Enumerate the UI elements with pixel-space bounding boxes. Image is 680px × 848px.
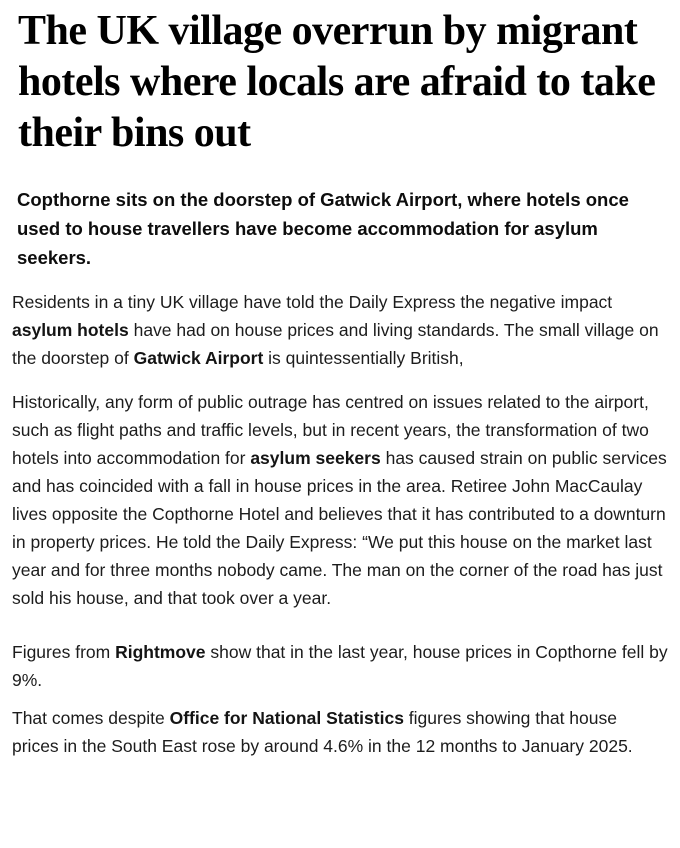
inline-link[interactable]: asylum seekers (250, 448, 381, 468)
text-run: Figures from (12, 642, 116, 662)
article-paragraph-3 (12, 638, 668, 694)
inline-link[interactable]: Rightmove (115, 642, 206, 662)
article-headline: The UK village overrun by migrant hotels where locals are afraid to take their bins out (18, 8, 656, 156)
text-run: figures showing that house prices in the South East rose by around 4.6% in the 12 months to January 2025. (12, 708, 633, 756)
text-run: That comes despite (12, 708, 170, 728)
text-run: Residents in a tiny UK village have told the Daily Express the negative impact (12, 292, 613, 312)
article-paragraph-4 (12, 704, 668, 760)
inline-link[interactable]: Gatwick Airport (133, 348, 264, 368)
text-run: show that in the last year, house prices in Copthorne fell by 9%. (12, 642, 668, 690)
article-standfirst: Copthorne sits on the doorstep of Gatwick Airport, where hotels once used to house travellers have become accommodation for asylum seekers. (17, 189, 629, 268)
text-run: have had on house prices and living standards. The small village on the doorstep of (12, 320, 659, 368)
inline-link[interactable]: asylum hotels (12, 320, 129, 340)
text-run: Historically, any form of public outrage has centred on issues related to the airport, such as flight paths and traffic levels, but in recent years, the transformation of two hotels into accommodation for (12, 392, 649, 468)
text-run: has caused strain on public services and has coincided with a fall in house prices in the area. Retiree John MacCaulay lives opposite the Copthorne Hotel and believes that it has contributed to a downturn in property prices. He told the Daily Express: “We put this house on the market last year and for three months nobody came. The man on the corner of the road has just sold his house, and that took over a year. (12, 448, 667, 608)
text-run: is quintessentially British, (263, 348, 464, 368)
article-paragraph-1 (12, 288, 668, 372)
article-paragraph-2 (12, 388, 668, 612)
inline-link[interactable]: Office for National Statistics (169, 708, 404, 728)
